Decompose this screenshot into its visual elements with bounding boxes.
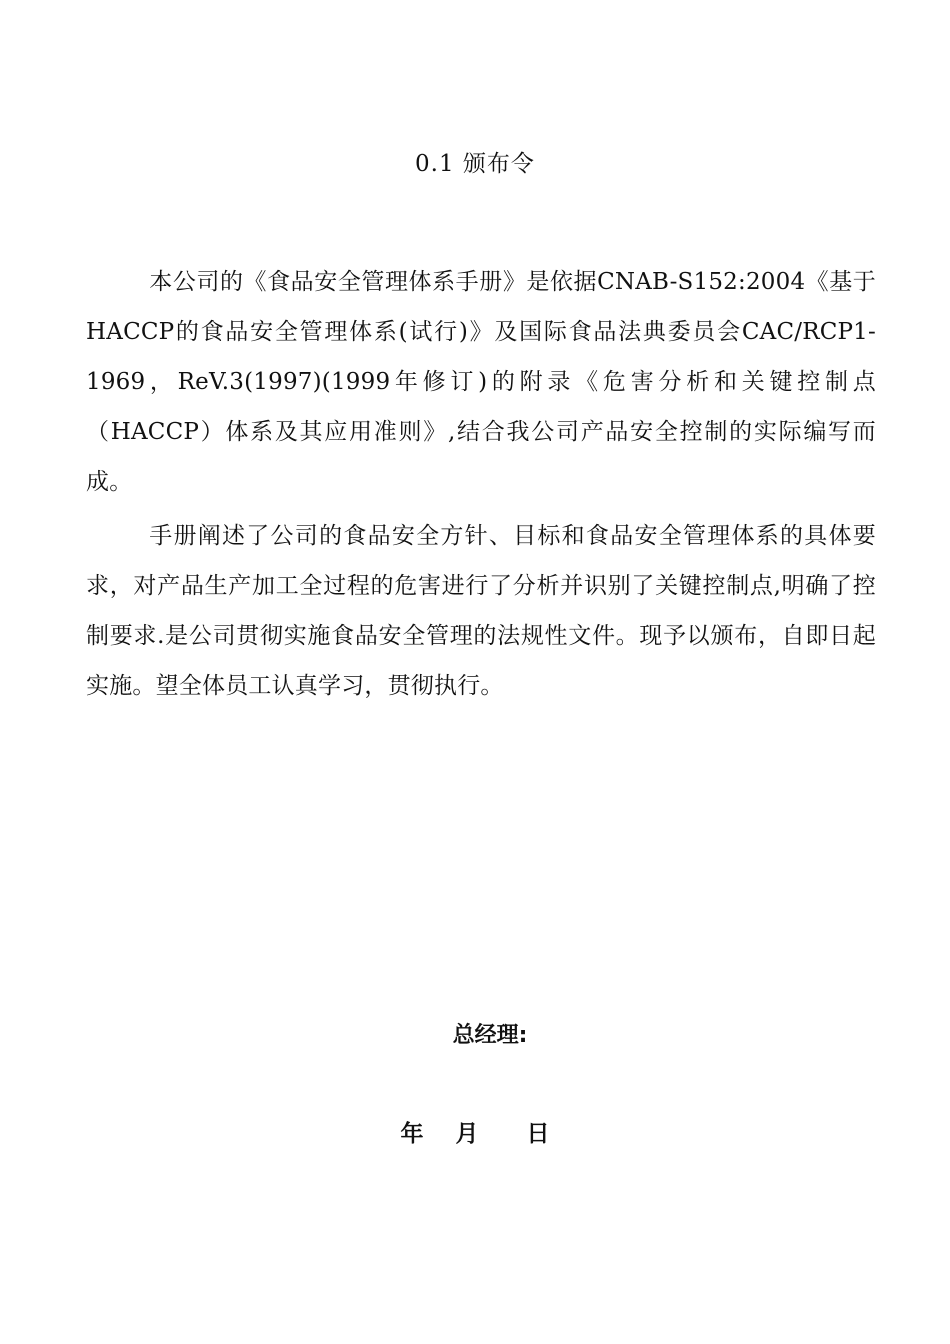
date-line: 年 月 日 [400, 1121, 550, 1147]
signature-label: 总经理: [452, 1023, 528, 1048]
paragraph-2: 手册阐述了公司的食品安全方针、目标和食品安全管理体系的具体要求，对产品生产加工全过程的危害进行了分析并识别了关键控制点,明确了控制要求.是公司贯彻实施食品安全管理的法规性文件。现予以颁布，自即日起实施。望全体员工认真学习，贯彻执行。 [86, 523, 876, 699]
page-title: 0.1 颁布令 [415, 151, 535, 177]
document-body [86, 257, 876, 715]
paragraph-1: 本公司的《食品安全管理体系手册》是依据CNAB-S152:2004《基于HACCP的食品安全管理体系(试行)》及国际食品法典委员会CAC/RCP1-1969，ReV.3(1997)(1999年修订)的附录《危害分析和关键控制点（HACCP）体系及其应用准则》,结合我公司产品安全控制的实际编写而成。 [86, 269, 876, 495]
